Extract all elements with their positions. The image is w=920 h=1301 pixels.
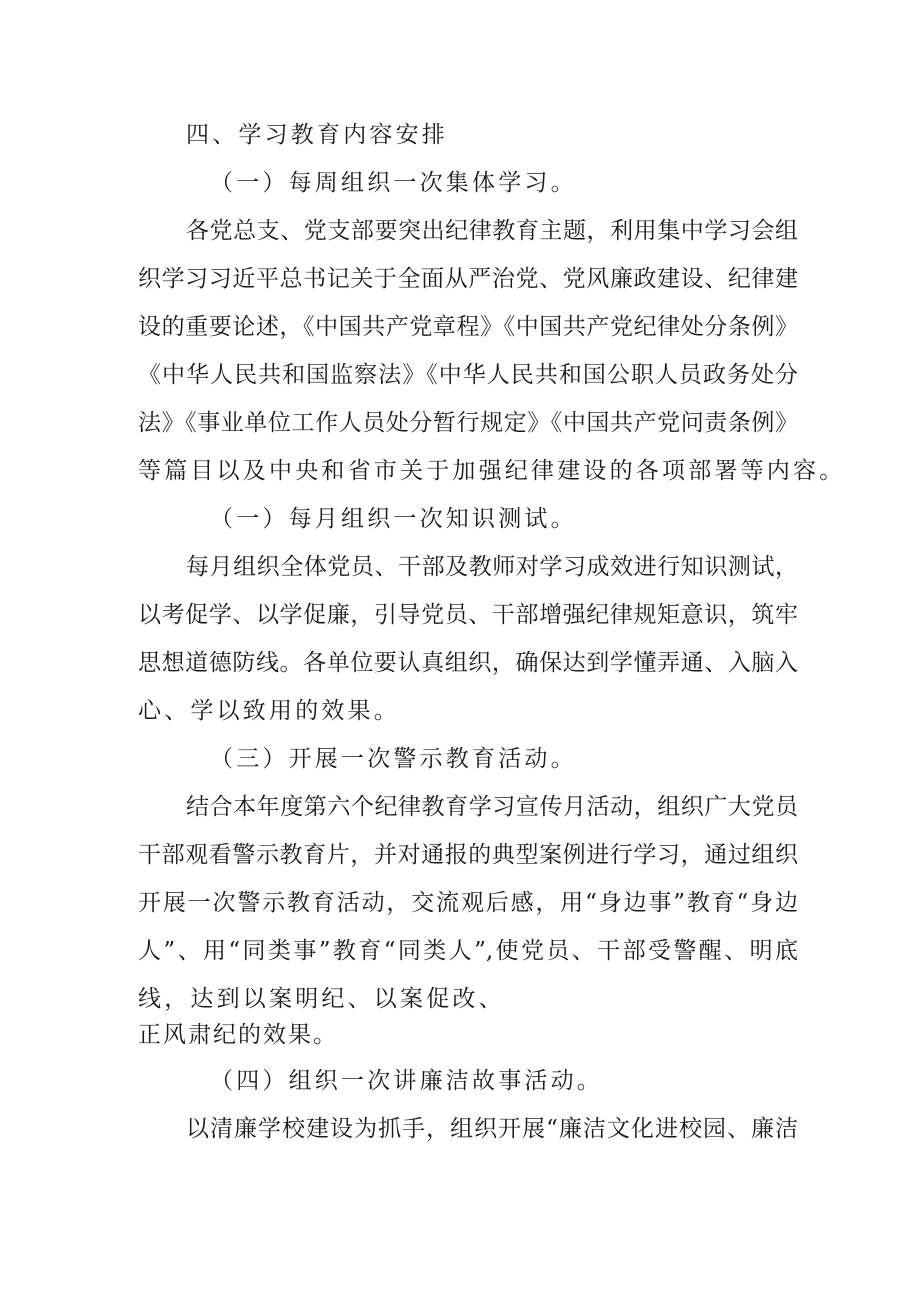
sub4-heading: （四）组织一次讲廉洁故事活动。 <box>210 1068 603 1094</box>
sub3-line-5: 线，达到以案明纪、以案促改、 <box>138 986 505 1012</box>
sub1-line-1: 各党总支、党支部要突出纪律教育主题，利用集中学习会组 <box>186 218 798 244</box>
sub1-line-4: 《中华人民共和国监察法》《中华人民共和国公职人员政务处分 <box>138 362 798 388</box>
sub2-line-4: 心、学以致用的效果。 <box>138 698 400 724</box>
sub3-heading: （三）开展一次警示教育活动。 <box>210 746 577 772</box>
sub3-line-4: 人”、用“同类事”教育“同类人”,使党员、干部受警醒、明底 <box>138 938 798 964</box>
sub3-line-3: 开展一次警示教育活动，交流观后感，用“身边事”教育“身边 <box>138 890 798 916</box>
sub2-line-2: 以考促学、以学促廉，引导党员、干部增强纪律规矩意识，筑牢 <box>138 602 798 628</box>
sub3-line-6: 正风肃纪的效果。 <box>138 1022 338 1048</box>
sub4-line-1: 以清廉学校建设为抓手，组织开展“廉洁文化进校园、廉洁 <box>186 1116 798 1142</box>
sub2-line-3: 思想道德防线。各单位要认真组织，确保达到学懂弄通、入脑入 <box>138 650 798 676</box>
sub2-line-1: 每月组织全体党员、干部及教师对学习成效进行知识测试， <box>186 554 798 580</box>
sub3-line-1: 结合本年度第六个纪律教育学习宣传月活动，组织广大党员 <box>186 794 798 820</box>
sub2-heading: （一）每月组织一次知识测试。 <box>210 506 577 532</box>
sub1-line-3: 设的重要论述，《中国共产党章程》《中国共产党纪律处分条例》 <box>138 314 798 340</box>
sub3-line-2: 干部观看警示教育片，并对通报的典型案例进行学习，通过组织 <box>138 842 798 868</box>
sub1-line-2: 织学习习近平总书记关于全面从严治党、党风廉政建设、纪律建 <box>138 266 798 292</box>
section-heading: 四、学习教育内容安排 <box>186 122 448 148</box>
sub1-heading: （一）每周组织一次集体学习。 <box>210 170 577 196</box>
sub1-line-6: 等篇目以及中央和省市关于加强纪律建设的各项部署等内容。 <box>138 458 846 484</box>
sub1-line-5: 法》《事业单位工作人员处分暂行规定》《中国共产党问责条例》 <box>138 410 798 436</box>
